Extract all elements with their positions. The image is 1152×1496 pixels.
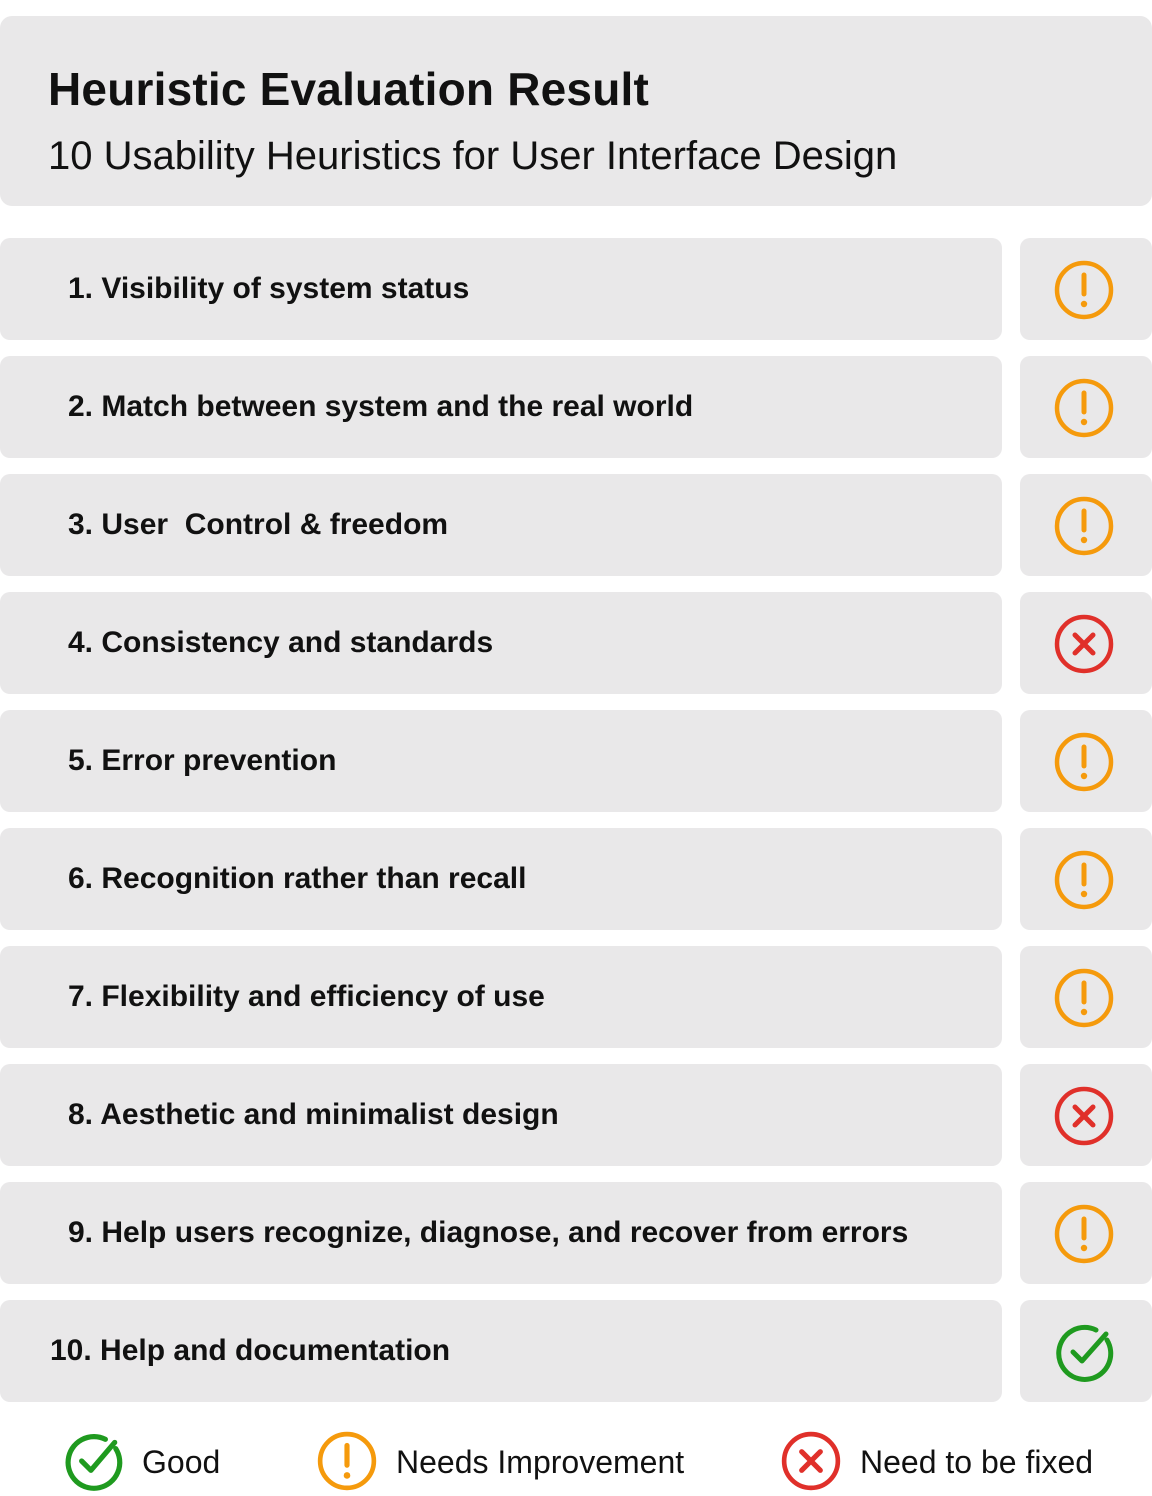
heuristic-label-panel — [0, 828, 1002, 930]
heuristic-label: 3. User Control & freedom — [68, 508, 449, 541]
check-icon — [62, 1430, 124, 1492]
heuristic-label: 4. Consistency and standards — [68, 626, 494, 659]
heuristic-status-panel — [1020, 238, 1152, 340]
heuristic-row — [0, 474, 1152, 576]
heuristic-label-panel — [0, 474, 1002, 576]
x-icon — [780, 1430, 842, 1492]
heuristic-label-panel — [0, 946, 1002, 1048]
heuristic-status-panel — [1020, 356, 1152, 458]
check-icon — [1054, 1322, 1114, 1382]
heuristic-status-panel — [1020, 828, 1152, 930]
exclamation-icon — [1054, 968, 1114, 1028]
exclamation-icon — [1054, 732, 1114, 792]
heuristic-label: 6. Recognition rather than recall — [68, 862, 527, 895]
exclamation-icon — [316, 1430, 378, 1492]
heuristic-status-panel — [1020, 1182, 1152, 1284]
heuristic-label-panel — [0, 1064, 1002, 1166]
legend — [0, 1430, 1152, 1496]
legend-item-need-fix — [780, 1430, 1120, 1494]
heuristic-label: 9. Help users recognize, diagnose, and recover from errors — [68, 1216, 909, 1249]
heuristic-status-panel — [1020, 1064, 1152, 1166]
heuristic-label-panel — [0, 1182, 1002, 1284]
heuristic-row — [0, 1182, 1152, 1284]
heuristic-label-panel — [0, 238, 1002, 340]
legend-label-needs-improvement: Needs Improvement — [396, 1444, 685, 1480]
legend-label-need-fix: Need to be fixed — [860, 1444, 1094, 1480]
exclamation-icon — [1054, 378, 1114, 438]
x-icon — [1054, 614, 1114, 674]
heuristic-label-panel — [0, 356, 1002, 458]
heuristic-status-panel — [1020, 474, 1152, 576]
heuristic-label: 1. Visibility of system status — [68, 272, 470, 305]
header-panel — [0, 16, 1152, 206]
heuristic-row — [0, 828, 1152, 930]
heuristic-label-panel — [0, 710, 1002, 812]
exclamation-icon — [1054, 260, 1114, 320]
legend-label-good: Good — [142, 1444, 221, 1480]
heuristic-row — [0, 1300, 1152, 1402]
legend-item-needs-improvement — [316, 1430, 716, 1494]
exclamation-icon — [1054, 1204, 1114, 1264]
heuristic-label: 2. Match between system and the real world — [68, 390, 694, 423]
heuristic-row — [0, 946, 1152, 1048]
heuristic-label: 7. Flexibility and efficiency of use — [68, 980, 545, 1013]
heuristic-status-panel — [1020, 592, 1152, 694]
heuristic-row — [0, 592, 1152, 694]
heuristic-status-panel — [1020, 1300, 1152, 1402]
heuristic-status-panel — [1020, 710, 1152, 812]
page-title: Heuristic Evaluation Result — [48, 63, 649, 115]
heuristic-label: 5. Error prevention — [68, 744, 337, 777]
heuristic-label-panel — [0, 592, 1002, 694]
legend-item-good — [62, 1430, 262, 1494]
heuristic-row — [0, 238, 1152, 340]
heuristic-row — [0, 356, 1152, 458]
exclamation-icon — [1054, 496, 1114, 556]
x-icon — [1054, 1086, 1114, 1146]
exclamation-icon — [1054, 850, 1114, 910]
heuristic-label: 10. Help and documentation — [50, 1334, 451, 1367]
page-subtitle: 10 Usability Heuristics for User Interface Design — [48, 134, 898, 178]
heuristic-label-panel — [0, 1300, 1002, 1402]
heuristic-status-panel — [1020, 946, 1152, 1048]
heuristic-label: 8. Aesthetic and minimalist design — [68, 1098, 559, 1131]
heuristic-row — [0, 1064, 1152, 1166]
heuristic-row — [0, 710, 1152, 812]
